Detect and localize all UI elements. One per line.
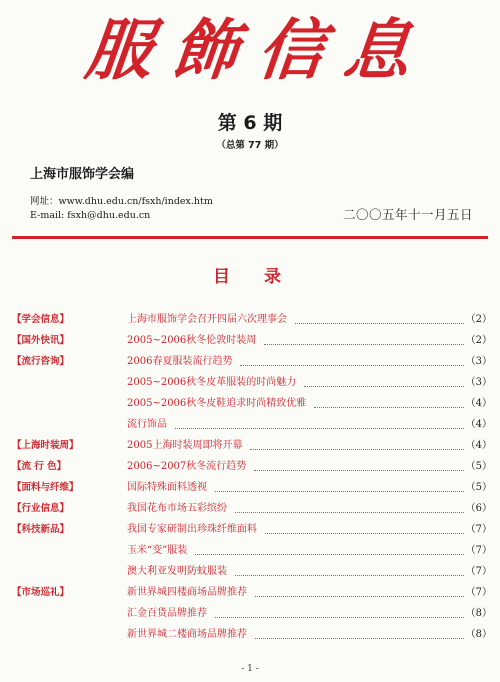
toc-dot-leader [215, 617, 464, 618]
toc-row[interactable] [12, 351, 492, 372]
toc-dot-leader [215, 491, 464, 492]
toc-page-number: （4） [465, 419, 492, 430]
toc-section-label: 【面料与纤维】 [12, 482, 79, 493]
toc-dot-leader [250, 449, 464, 450]
toc-page-number: （8） [465, 608, 492, 619]
toc-dot-leader [235, 575, 464, 576]
toc-row[interactable] [12, 561, 492, 582]
toc-entry-title[interactable]: 2005上海时装周即将开幕 [127, 440, 243, 451]
toc-entry-title[interactable]: 国际特殊面料透视 [127, 482, 207, 493]
toc-section-label: 【流 行 色】 [12, 461, 67, 472]
toc-entry-title[interactable]: 新世界城二楼商场品牌推荐 [127, 629, 247, 640]
table-of-contents [12, 309, 492, 645]
toc-section-label: 【市场巡礼】 [12, 587, 70, 598]
toc-page-number: （7） [465, 545, 492, 556]
toc-dot-leader [240, 365, 464, 366]
toc-entry-title[interactable]: 2005~2006秋冬伦敦时装周 [127, 335, 257, 346]
toc-dot-leader [235, 512, 464, 513]
toc-dot-leader [255, 638, 464, 639]
toc-section-label: 【流行咨询】 [12, 356, 70, 367]
toc-row[interactable] [12, 519, 492, 540]
toc-row[interactable] [12, 456, 492, 477]
toc-dot-leader [304, 386, 464, 387]
toc-row[interactable] [12, 498, 492, 519]
toc-page-number: （7） [465, 587, 492, 598]
website-link[interactable]: 网址：www.dhu.edu.cn/fsxh/index.htm [30, 196, 213, 207]
toc-row[interactable] [12, 435, 492, 456]
toc-entry-title[interactable]: 2006~2007秋冬流行趋势 [127, 461, 247, 472]
toc-dot-leader [265, 533, 464, 534]
toc-section-label: 【科技新品】 [12, 524, 70, 535]
toc-dot-leader [314, 407, 464, 408]
toc-section-label: 【行业信息】 [12, 503, 70, 514]
issue-number: 第 6 期 [217, 112, 283, 134]
publish-date: 二〇〇五年十一月五日 [343, 207, 474, 222]
toc-entry-title[interactable]: 流行饰品 [127, 419, 167, 430]
publisher: 上海市服饰学会编 [30, 167, 135, 182]
toc-dot-leader [175, 428, 464, 429]
toc-dot-leader [254, 470, 464, 471]
masthead-title: 服飾信息 [81, 11, 435, 89]
toc-row[interactable] [12, 582, 492, 603]
toc-entry-title[interactable]: 2005~2006秋冬皮鞋追求时尚精致优雅 [127, 398, 307, 409]
toc-row[interactable] [12, 330, 492, 351]
toc-page-number: （2） [465, 314, 492, 325]
toc-page-number: （3） [465, 377, 492, 388]
toc-page-number: （4） [465, 440, 492, 451]
toc-row[interactable] [12, 540, 492, 561]
contact-block [30, 195, 213, 223]
toc-entry-title[interactable]: 上海市服饰学会召开四届六次理事会 [127, 314, 287, 325]
toc-entry-title[interactable]: 汇金百货品牌推荐 [127, 608, 207, 619]
toc-dot-leader [295, 323, 464, 324]
page-number: - 1 - [241, 664, 259, 674]
toc-entry-title[interactable]: 2006春夏服装流行趋势 [127, 356, 233, 367]
toc-page-number: （5） [465, 461, 492, 472]
toc-row[interactable] [12, 414, 492, 435]
toc-page-number: （2） [465, 335, 492, 346]
toc-dot-leader [264, 344, 464, 345]
toc-row[interactable] [12, 477, 492, 498]
toc-entry-title[interactable]: 玉米“变”服装 [127, 545, 188, 556]
issue-total: （总第 77 期） [216, 140, 284, 151]
toc-row[interactable] [12, 603, 492, 624]
toc-page-number: （4） [465, 398, 492, 409]
toc-entry-title[interactable]: 新世界城四楼商场品牌推荐 [127, 587, 247, 598]
toc-section-label: 【国外快讯】 [12, 335, 70, 346]
toc-heading: 目 录 [213, 267, 295, 287]
header-divider [12, 236, 488, 239]
toc-entry-title[interactable]: 我国花布市场五彩缤纷 [127, 503, 227, 514]
toc-row[interactable] [12, 393, 492, 414]
toc-page-number: （7） [465, 524, 492, 535]
toc-entry-title[interactable]: 2005~2006秋冬皮革服装的时尚魅力 [127, 377, 297, 388]
toc-row[interactable] [12, 624, 492, 645]
toc-section-label: 【学会信息】 [12, 314, 70, 325]
toc-dot-leader [195, 554, 464, 555]
toc-dot-leader [255, 596, 464, 597]
toc-entry-title[interactable]: 澳大利亚发明防蚊服装 [127, 566, 227, 577]
toc-row[interactable] [12, 309, 492, 330]
toc-page-number: （3） [465, 356, 492, 367]
toc-page-number: （6） [465, 503, 492, 514]
toc-page-number: （7） [465, 566, 492, 577]
toc-entry-title[interactable]: 我国专家研制出珍珠纤维面料 [127, 524, 257, 535]
toc-row[interactable] [12, 372, 492, 393]
toc-section-label: 【上海时装周】 [12, 440, 79, 451]
toc-page-number: （8） [465, 629, 492, 640]
masthead [0, 4, 500, 96]
email-link[interactable]: E-mail: fsxh@dhu.edu.cn [30, 210, 151, 221]
toc-page-number: （5） [465, 482, 492, 493]
